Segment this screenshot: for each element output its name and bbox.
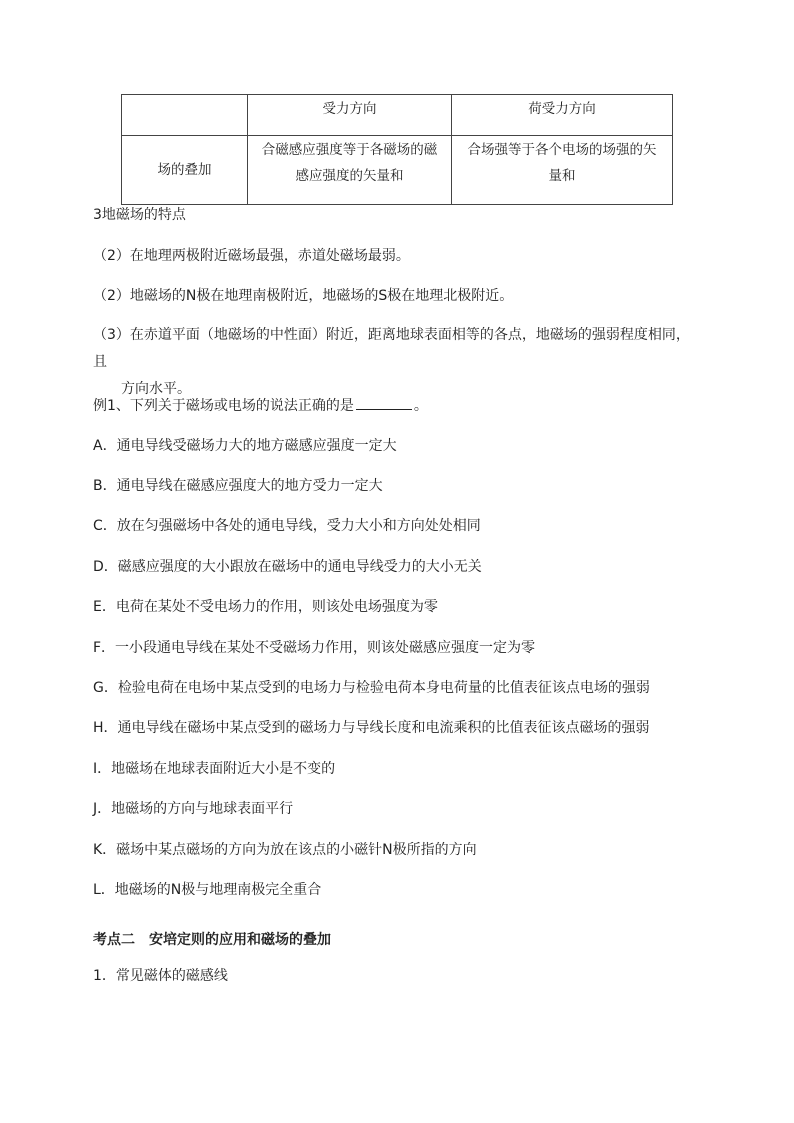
table-header-electric: 荷受力方向 xyxy=(452,95,673,136)
option-d: D．磁感应强度的大小跟放在磁场中的通电导线受力的大小无关 xyxy=(93,559,482,575)
table-header-empty-cell xyxy=(122,95,248,136)
option-l: L．地磁场的N极与地理南极完全重合 xyxy=(93,882,322,898)
cell-text-line: 合场强等于各个电场的场强的矢 xyxy=(467,142,657,158)
table-row-superposition xyxy=(122,136,673,205)
table-cell-electric-superposition xyxy=(452,136,673,205)
option-g: G．检验电荷在电场中某点受到的电场力与检验电荷本身电荷量的比值表征该点电场的强弱 xyxy=(93,680,650,696)
cell-text-line: 量和 xyxy=(548,168,576,184)
option-h: H．通电导线在磁场中某点受到的磁场力与导线长度和电流乘积的比值表征该点磁场的强弱 xyxy=(93,720,650,736)
feature-item: （2）在地理两极附近磁场最强，赤道处磁场最弱。 xyxy=(93,248,410,264)
feature-line-continued: 方向水平。 xyxy=(121,381,191,397)
option-b: B．通电导线在磁感应强度大的地方受力一定大 xyxy=(93,478,383,494)
feature-line: （3）在赤道平面（地磁场的中性面）附近，距离地球表面相等的各点，地磁场的强弱程度相同，且 xyxy=(93,327,690,370)
table-header-magnetic: 受力方向 xyxy=(248,95,452,136)
section-heading: 考点二 安培定则的应用和磁场的叠加 xyxy=(93,932,331,948)
table-row-label: 场的叠加 xyxy=(122,136,248,205)
example-question xyxy=(93,394,428,418)
option-c: C．放在匀强磁场中各处的通电导线，受力大小和方向处处相同 xyxy=(93,518,481,534)
option-e: E．电荷在某处不受电场力的作用，则该处电场强度为零 xyxy=(93,599,438,615)
cell-text-line: 感应强度的矢量和 xyxy=(295,168,404,184)
feature-item: （2）地磁场的N极在地理南极附近，地磁场的S极在地理北极附近。 xyxy=(93,288,514,304)
table-cell-magnetic-superposition xyxy=(248,136,452,205)
comparison-table xyxy=(121,94,673,205)
option-k: K．磁场中某点磁场的方向为放在该点的小磁针N极所指的方向 xyxy=(93,842,477,858)
option-f: F．一小段通电导线在某处不受磁场力作用，则该处磁感应强度一定为零 xyxy=(93,640,536,656)
table-header-row xyxy=(122,95,673,136)
section-title-geomagnetic: 3地磁场的特点 xyxy=(93,207,186,223)
option-i: I．地磁场在地球表面附近大小是不变的 xyxy=(93,761,336,777)
cell-text-line: 合磁感应强度等于各磁场的磁 xyxy=(261,142,438,158)
subsection-title: 1．常见磁体的磁感线 xyxy=(93,968,228,984)
answer-blank xyxy=(356,395,412,410)
feature-item-multiline xyxy=(93,322,703,403)
option-a: A．通电导线受磁场力大的地方磁感应强度一定大 xyxy=(93,438,397,454)
option-j: J．地磁场的方向与地球表面平行 xyxy=(93,801,294,817)
example-suffix: 。 xyxy=(413,398,428,414)
example-prefix: 例1、下列关于磁场或电场的说法正确的是 xyxy=(93,398,354,414)
